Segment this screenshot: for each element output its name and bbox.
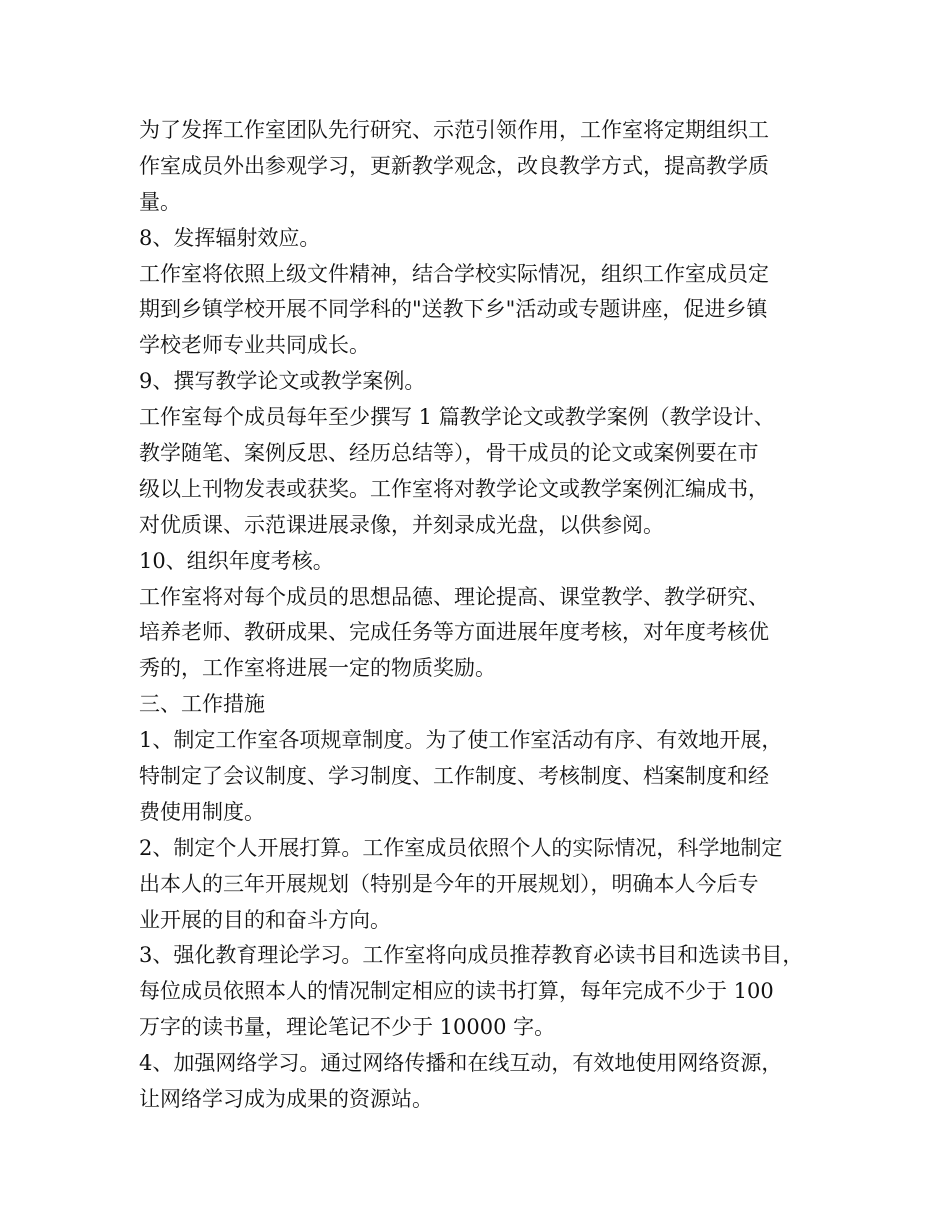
paragraph-line: 费使用制度。: [139, 799, 265, 824]
paragraph-line: 为了发挥工作室团队先行研究、示范引领作用，工作室将定期组织工: [139, 118, 769, 142]
paragraph-line: 特制定了会议制度、学习制度、工作制度、考核制度、档案制度和经: [139, 764, 769, 789]
paragraph-line: 对优质课、示范课进展录像，并刻录成光盘，以供参阅。: [139, 512, 664, 537]
paragraph-line: 3、强化教育理论学习。工作室将向成员推荐教育必读书目和选读书目，: [139, 943, 804, 968]
paragraph-line: 级以上刊物发表或获奖。工作室将对教学论文或教学案例汇编成书，: [139, 476, 769, 501]
paragraph-line: 让网络学习成为成果的资源站。: [139, 1087, 433, 1112]
paragraph-line: 2、制定个人开展打算。工作室成员依照个人的实际情况，科学地制定: [139, 835, 783, 860]
paragraph-line: 学校老师专业共同成长。: [139, 333, 370, 358]
document-page: [139, 113, 829, 1118]
paragraph-line: 秀的，工作室将进展一定的物质奖励。: [139, 656, 496, 681]
section-heading: 三、工作措施: [139, 692, 265, 717]
paragraph-line: 出本人的三年开展规划（特别是今年的开展规划），明确本人今后专: [139, 871, 759, 896]
paragraph-line: 业开展的目的和奋斗方向。: [139, 907, 391, 932]
paragraph-line: 作室成员外出参观学习，更新教学观念，改良教学方式，提高教学质: [139, 153, 769, 178]
paragraph-line: 工作室将对每个成员的思想品德、理论提高、课堂教学、教学研究、: [139, 584, 769, 609]
section-heading: 9、撰写教学论文或教学案例。: [139, 369, 426, 394]
paragraph-line: 每位成员依照本人的情况制定相应的读书打算，每年完成不少于 100: [139, 979, 774, 1004]
paragraph-line: 期到乡镇学校开展不同学科的"送教下乡"活动或专题讲座，促进乡镇: [139, 297, 768, 322]
paragraph-line: 工作室将依照上级文件精神，结合学校实际情况，组织工作室成员定: [139, 261, 769, 286]
section-heading: 8、发挥辐射效应。: [139, 225, 321, 250]
paragraph-line: 量。: [139, 189, 181, 214]
paragraph-line: 1、制定工作室各项规章制度。为了使工作室活动有序、有效地开展，: [139, 728, 783, 753]
paragraph-line: 4、加强网络学习。通过网络传播和在线互动，有效地使用网络资源，: [139, 1051, 783, 1076]
section-heading: 10、组织年度考核。: [139, 548, 334, 573]
paragraph-line: 万字的读书量，理论笔记不少于 10000 字。: [139, 1015, 556, 1040]
paragraph-line: 教学随笔、案例反思、经历总结等），骨干成员的论文或案例要在市: [139, 441, 759, 466]
paragraph-line: 工作室每个成员每年至少撰写 1 篇教学论文或教学案例（教学设计、: [139, 405, 775, 430]
paragraph-line: 培养老师、教研成果、完成任务等方面进展年度考核，对年度考核优: [139, 620, 769, 645]
